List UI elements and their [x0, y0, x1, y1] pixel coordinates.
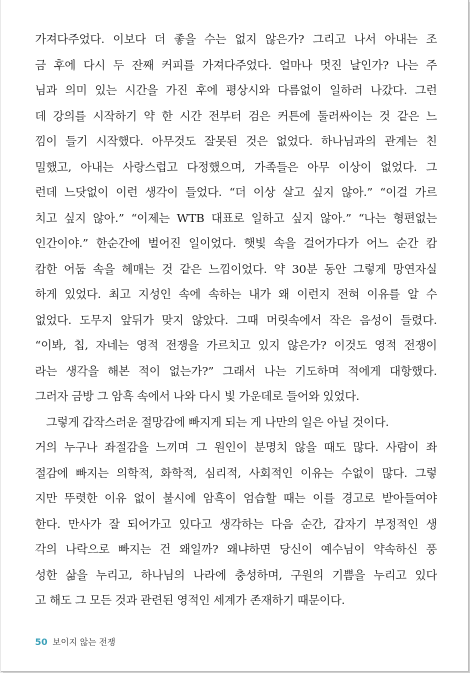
text-line: 지만 뚜렷한 이유 없이 불시에 암흑이 엄습할 때는 이를 경고로 받아들여야 [35, 491, 437, 505]
text-line: 님과 의미 있는 시간을 가진 후에 평상시와 다름없이 일하러 나갔다. 그런 [35, 83, 437, 97]
body-text [35, 27, 437, 614]
text-line: 없었다. 도무지 앞뒤가 맞지 않았다. 그때 머릿속에서 작은 음성이 들렸다. [35, 312, 437, 327]
text-line: 한다. 만사가 잘 되어가고 있다고 생각하는 다음 순간, 갑자기 부정적인 생 [35, 516, 437, 531]
running-title: 보이지 않는 전쟁 [52, 638, 116, 648]
book-page [1, 0, 469, 672]
text-line: 밀했고, 아내는 사랑스럽고 다정했으며, 가족들은 아무 이상이 없었다. 그 [35, 159, 437, 174]
text-line: 성한 삶을 누리고, 하나님의 나라에 충성하며, 구원의 기쁨을 누리고 있다 [35, 567, 437, 582]
text-line: 낌이 들기 시작했다. 아무것도 잘못된 것은 없었다. 하나님과의 관계는 친 [35, 134, 437, 148]
text-line: 그렇게 갑작스러운 절망감에 빠지게 되는 게 나만의 일은 아닐 것이다. [46, 414, 389, 429]
text-line: 그러자 금방 그 암흑 속에서 나와 다시 빛 가운데로 들어와 있었다. [35, 389, 360, 403]
text-line: 가져다주었다. 이보다 더 좋을 수는 없지 않은가? 그리고 나서 아내는 조 [35, 32, 437, 46]
page-footer [35, 636, 115, 648]
text-line: 하게 있었다. 최고 지성인 속에 속하는 내가 왜 이런지 전혀 이유를 알 수 [35, 287, 437, 301]
text-line: 거의 누구나 좌절감을 느끼며 그 원인이 분명치 않을 때도 많다. 사람이 좌 [35, 440, 437, 454]
text-line: 치고 싶지 않아.” “이제는 WTB 대표로 일하고 싶지 않아.” “나는 형편없는 [35, 210, 437, 225]
page-number: 50 [35, 638, 48, 648]
text-line: 금 후에 다시 두 잔째 커피를 가져다주었다. 얼마나 멋진 날인가? 나는 주 [35, 57, 437, 72]
text-line: “이봐, 칩, 자네는 영적 전쟁을 가르치고 있지 않은가? 이것도 영적 전쟁이 [35, 338, 437, 352]
text-line: 데 강의를 시작하기 약 한 시간 전부터 검은 커튼에 둘러싸이는 것 같은 느 [35, 108, 437, 123]
text-line: 고 해도 그 모든 것과 관련된 영적인 세계가 존재하기 때문이다. [35, 593, 345, 607]
text-line: 각의 나락으로 빠지는 건 왜일까? 왜냐하면 당신이 예수님이 약속하신 풍 [35, 542, 437, 556]
text-line: 런데 느닷없이 이런 생각이 들었다. “더 이상 살고 싶지 않아.” “이걸 가르 [35, 185, 437, 199]
text-line: 인간이야.” 한순간에 벌어진 일이었다. 햇빛 속을 걸어가다가 어느 순간 캄 [35, 236, 437, 250]
text-line: 캄한 어둠 속을 헤매는 것 같은 느낌이었다. 약 30분 동안 그렇게 망연자실 [35, 261, 437, 276]
text-line: 라는 생각을 해본 적이 없는가?” 그래서 나는 기도하며 적에게 대항했다. [35, 363, 437, 378]
text-line: 절감에 빠지는 의학적, 화학적, 심리적, 사회적인 이유는 수없이 많다. 그렇 [35, 465, 437, 480]
